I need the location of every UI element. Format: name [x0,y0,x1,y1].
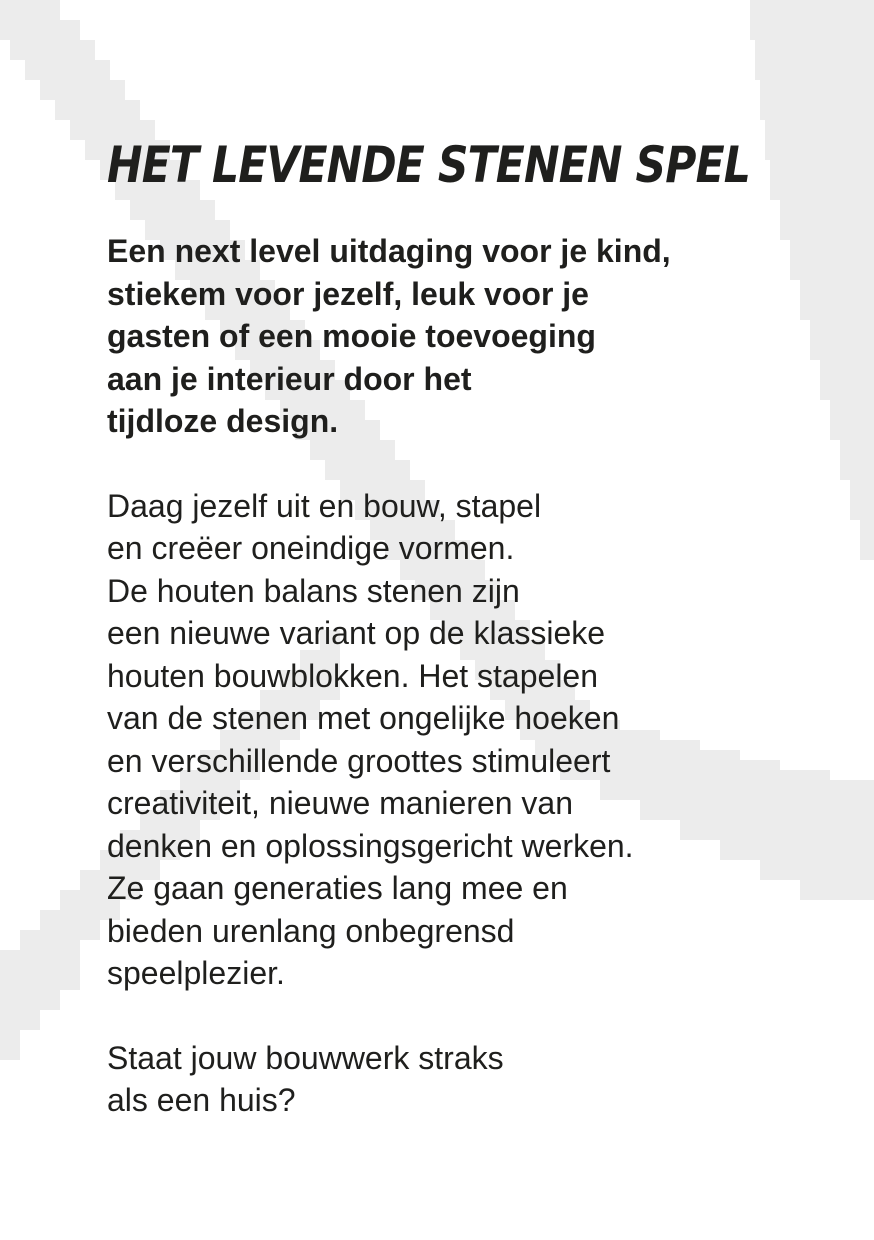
page-title: HET LEVENDE STENEN SPEL [107,136,751,194]
description-line: Ze gaan generaties lang mee en [107,870,568,906]
intro-line: gasten of een mooie toevoeging [107,318,596,354]
intro-line: Een next level uitdaging voor je kind, [107,233,671,269]
description-paragraph [107,485,807,995]
description-line: van de stenen met ongelijke hoeken [107,700,620,736]
description-line: bieden urenlang onbegrensd [107,912,515,949]
intro-line: aan je interieur door het [107,360,472,397]
description-line: denken en oplossingsgericht werken. [107,827,634,864]
description-line: Daag jezelf uit en bouw, stapel [107,487,542,524]
description-line: en verschillende groottes stimuleert [107,742,611,779]
description-line: een nieuwe variant op de klassieke [107,615,606,651]
description-line: houten bouwblokken. Het stapelen [107,657,599,694]
closing-paragraph [107,1037,807,1122]
intro-line: tijdloze design. [107,403,339,439]
description-line: creativiteit, nieuwe manieren van [107,785,574,821]
intro-paragraph [107,230,807,443]
intro-line: stiekem voor jezelf, leuk voor je [107,275,589,312]
description-line: speelplezier. [107,955,285,991]
page-content [107,130,807,1122]
closing-line: als een huis? [107,1082,296,1118]
description-line: De houten balans stenen zijn [107,572,520,609]
closing-line: Staat jouw bouwwerk straks [107,1039,504,1076]
description-line: en creëer oneindige vormen. [107,530,515,566]
